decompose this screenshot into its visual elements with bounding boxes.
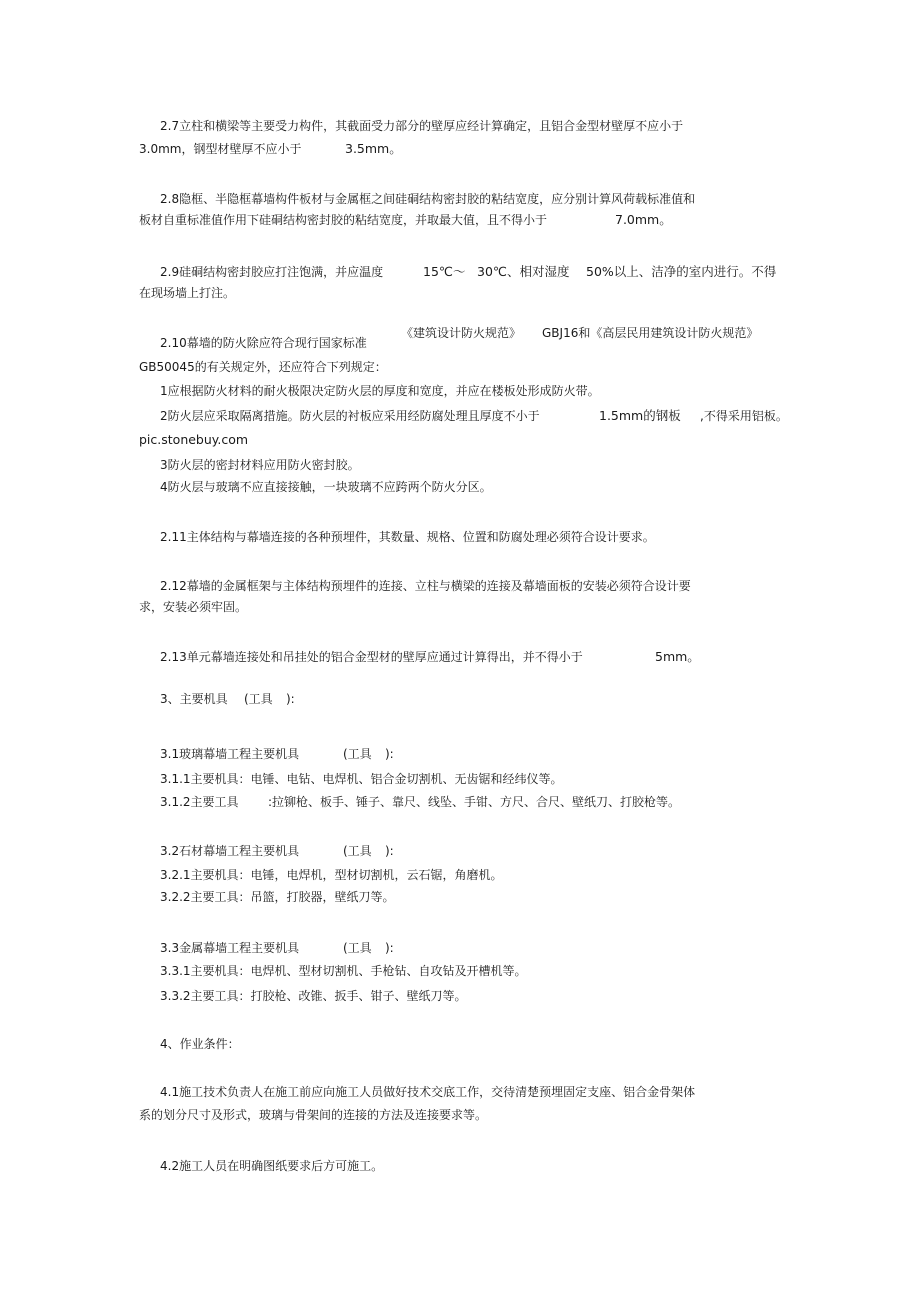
para-2-10-line-1: 2.10幕墙的防火除应符合现行国家标准 <box>160 336 367 350</box>
section-3-3-2: 3.3.2主要工具：打胶枪、改锥、扳手、钳子、壁纸刀等。 <box>160 989 467 1003</box>
para-2-13-value: 5mm。 <box>655 649 700 664</box>
section-3-1-1: 3.1.1主要机具：电锤、电钻、电焊机、铝合金切割机、无齿锯和经纬仪等。 <box>160 772 563 786</box>
section-4-1-line-1: 4.1施工技术负责人在施工前应向施工人员做好技术交底工作，交待清楚预埋固定支座、铝合金骨架体 <box>160 1085 696 1099</box>
para-2-7-value: 3.5mm。 <box>345 141 402 156</box>
para-2-9-line-2: 在现场墙上打注。 <box>139 286 236 300</box>
para-2-11: 2.11主体结构与幕墙连接的各种预埋件，其数量、规格、位置和防腐处理必须符合设计要求。 <box>160 530 655 544</box>
section-4-heading: 4、作业条件： <box>160 1037 240 1051</box>
watermark-text: pic.stonebuy.com <box>139 432 249 447</box>
para-2-13-line-1: 2.13单元幕墙连接处和吊挂处的铝合金型材的壁厚应通过计算得出，并不得小于 <box>160 650 583 664</box>
para-2-10-item-3: 3防火层的密封材料应用防火密封胶。 <box>160 458 360 472</box>
para-2-7-line-1: 2.7立柱和横梁等主要受力构件，其截面受力部分的壁厚应经计算确定，且铝合金型材壁厚不应小于 <box>160 119 684 133</box>
section-3-2-2: 3.2.2主要工具：吊篮，打胶器，壁纸刀等。 <box>160 890 395 904</box>
para-2-10-item-1: 1应根据防火材料的耐火极限决定防火层的厚度和宽度，并应在楼板处形成防火带。 <box>160 384 600 398</box>
section-3-3-heading: 3.3金属幕墙工程主要机具 <box>160 941 300 955</box>
para-2-10-standard-b: GBJ16和《高层民用建筑设计防火规范》 <box>542 326 759 340</box>
section-3-3-1: 3.3.1主要机具：电焊机、型材切割机、手枪钻、自攻钻及开槽机等。 <box>160 964 527 978</box>
para-2-8-line-2: 板材自重标准值作用下硅硐结构密封胶的粘结宽度，并取最大值，且不得小于 <box>139 213 548 227</box>
section-3-2-1: 3.2.1主要机具：电锤，电焊机，型材切割机，云石锯，角磨机。 <box>160 868 503 882</box>
para-2-9-temp-high: 30℃、相对湿度 <box>477 264 570 279</box>
section-3-1-2-text: :拉铆枪、板手、锤子、靠尺、线坠、手钳、方尺、合尺、壁纸刀、打胶枪等。 <box>268 795 681 809</box>
para-2-8-line-1: 2.8隐框、半隐框幕墙构件板材与金属框之间硅硐结构密封胶的粘结宽度，应分别计算风荷载标准值和 <box>160 192 696 206</box>
para-2-9-humidity: 50%以上、洁净的室内进行。不得 <box>586 264 777 279</box>
section-3-1-heading: 3.1玻璃幕墙工程主要机具 <box>160 747 300 761</box>
para-2-9-line-1: 2.9硅硐结构密封胶应打注饱满，并应温度 <box>160 265 384 279</box>
para-2-10-item-4: 4防火层与玻璃不应直接接触，一块玻璃不应跨两个防火分区。 <box>160 480 492 494</box>
section-3-1-paren: (工具 <box>343 747 372 761</box>
para-2-10-item-2-steel: 1.5mm的钢板 <box>599 408 681 423</box>
section-3-heading-end: ): <box>286 692 295 706</box>
section-3-heading: 3、主要机具 <box>160 692 228 706</box>
para-2-10-line-2: GB50045的有关规定外，还应符合下列规定： <box>139 360 387 374</box>
section-3-1-end: ): <box>385 747 394 761</box>
para-2-9-temp-low: 15℃～ <box>423 264 466 279</box>
section-4-1-line-2: 系的划分尺寸及形式，玻璃与骨架间的连接的方法及连接要求等。 <box>139 1108 488 1122</box>
para-2-12-line-1: 2.12幕墙的金属框架与主体结构预埋件的连接、立柱与横梁的连接及幕墙面板的安装必须符合设计要 <box>160 579 691 593</box>
para-2-10-standard-a: 《建筑设计防火规范》 <box>401 326 522 340</box>
section-4-2: 4.2施工人员在明确图纸要求后方可施工。 <box>160 1159 384 1173</box>
section-3-2-paren: (工具 <box>343 844 372 858</box>
section-3-1-2-label: 3.1.2主要工具 <box>160 795 239 809</box>
para-2-8-value: 7.0mm。 <box>615 212 672 227</box>
para-2-7-line-2: 3.0mm，钢型材壁厚不应小于 <box>139 142 302 156</box>
para-2-10-item-2-end: ,不得采用铝板。 <box>700 409 788 423</box>
section-3-3-end: ): <box>385 941 394 955</box>
section-3-2-heading: 3.2石材幕墙工程主要机具 <box>160 844 300 858</box>
section-3-3-paren: (工具 <box>343 941 372 955</box>
para-2-12-line-2: 求，安装必须牢固。 <box>139 600 248 614</box>
section-3-heading-paren: (工具 <box>244 692 273 706</box>
section-3-2-end: ): <box>385 844 394 858</box>
para-2-10-item-2: 2防火层应采取隔离措施。防火层的衬板应采用经防腐处理且厚度不小于 <box>160 409 540 423</box>
